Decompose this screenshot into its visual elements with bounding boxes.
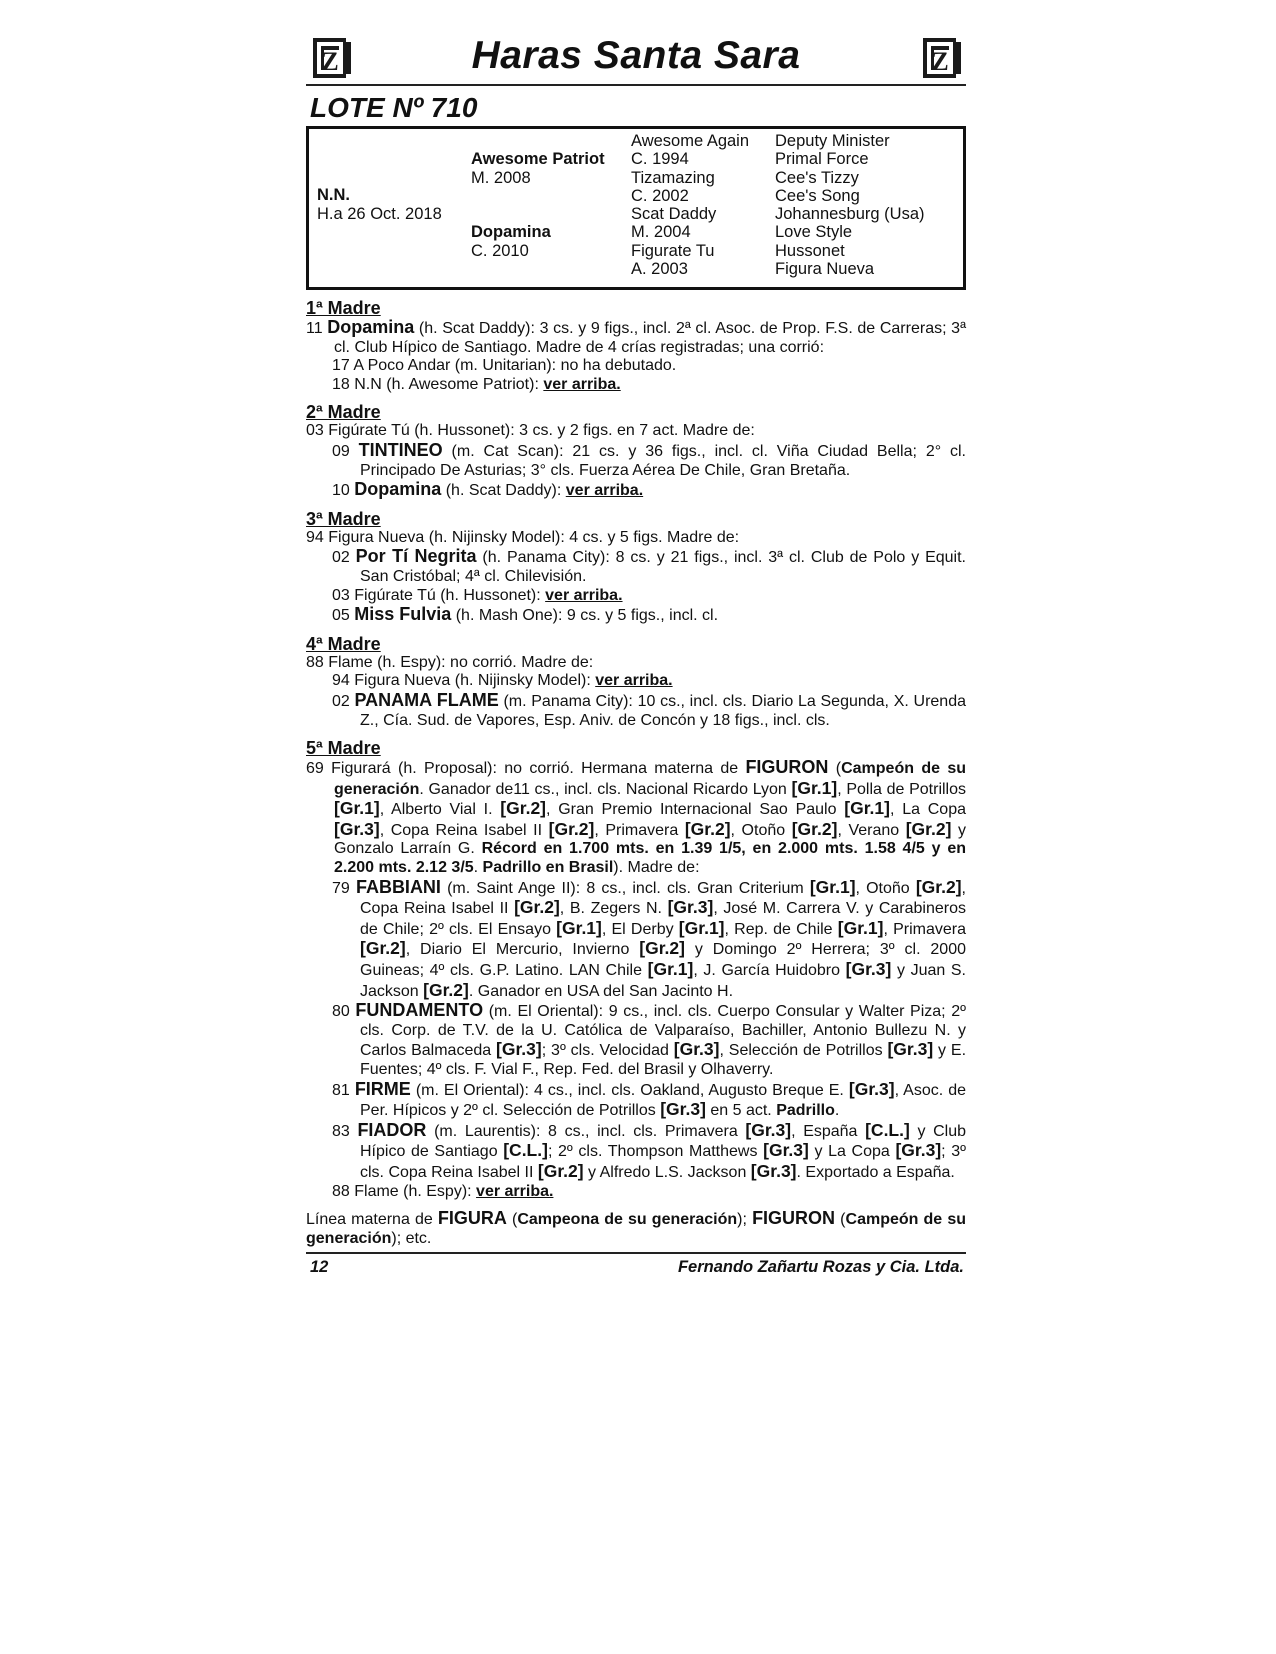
offspring-entry: 80 FUNDAMENTO (m. El Oriental): 9 cs., incl. cls. Cuerpo Consular y Walter Piza; 2º cls. Corp. de T.V. de la U. Católica de Valparaíso, Bachiller, Antonio Bullezu N. y Carlos Balmaceda [Gr.3]; 3º cls. Velocidad [Gr.3], Selección de Potrillos [Gr.3] y E. Fuentes; 4º cls. F. Vial F., Rep. Fed. del Brasil y Olhaverry. — [332, 1000, 967, 1078]
g3-line: Deputy Minister — [775, 132, 890, 150]
maternal-line: Línea materna de FIGURA (Campeona de su generación); FIGURON (Campeón de su generación); etc. — [306, 1208, 966, 1247]
offspring-entry: 79 FABBIANI (m. Saint Ange II): 8 cs., incl. cls. Gran Criterium [Gr.1], Otoño [Gr.2], Copa Reina Isabel II [Gr.2], B. Zegers N. [Gr.3], José M. Carrera V. y Carabineros de Chile; 2º cls. El Ensayo [Gr.1], El Derby [Gr.1], Rep. de Chile [Gr.1], Primavera [Gr.2], Diario El Mercurio, Invierno [Gr.2] y Domingo 2º Herrera; 3º cl. 2000 Guineas; 4º cls. G.P. Latino. LAN Chile [Gr.1], J. García Huidobro [Gr.3] y Juan S. Jackson [Gr.2]. Ganador en USA del San Jacinto H. — [332, 876, 967, 1000]
offspring-entry: 94 Figura Nueva (h. Nijinsky Model): ver arriba. — [332, 672, 673, 690]
offspring-entry: 10 Dopamina (h. Scat Daddy): ver arriba. — [332, 479, 644, 500]
svg-text:Z: Z — [321, 47, 339, 76]
g2-line: Figurate Tu — [631, 242, 715, 260]
offspring-entry: 17 A Poco Andar (m. Unitarian): no ha debutado. — [332, 357, 677, 375]
section-title: 5ª Madre — [306, 738, 381, 759]
offspring-entry: 83 FIADOR (m. Laurentis): 8 cs., incl. cls. Primavera [Gr.3], España [C.L.] y Club Hípico de Santiago [C.L.]; 2º cls. Thompson Matthews [Gr.3] y La Copa [Gr.3]; 3º cls. Copa Reina Isabel II [Gr.2] y Alfredo L.S. Jackson [Gr.3]. Exportado a España. — [332, 1119, 967, 1181]
g3-line: Figura Nueva — [775, 260, 875, 278]
subject-info: H.a 26 Oct. 2018 — [317, 205, 442, 223]
offspring-entry: 02 PANAMA FLAME (m. Panama City): 10 cs., incl. cls. Diario La Segunda, X. Urenda Z., Cía. Sud. de Vapores, Esp. Aniv. de Concón y 18 figs., incl. cls. — [332, 689, 966, 729]
section-title: 2ª Madre — [306, 402, 381, 423]
subject-name: N.N. — [317, 186, 350, 204]
g2-line: Awesome Again — [631, 132, 750, 150]
see-above-ref: ver arriba. — [476, 1182, 554, 1200]
lot-number: LOTE Nº 710 — [310, 92, 478, 123]
section-fifth-dam — [306, 738, 966, 1201]
section-first-dam — [306, 298, 966, 394]
dam-entry: 94 Figura Nueva (h. Nijinsky Model): 4 cs. y 5 figs. Madre de: — [306, 528, 740, 546]
company-name: Fernando Zañartu Rozas y Cia. Ltda. — [677, 1258, 964, 1277]
offspring-entry: 05 Miss Fulvia (h. Mash One): 9 cs. y 5 figs., incl. cl. — [332, 604, 719, 625]
haras-logo-icon-right — [920, 34, 964, 80]
g3-line: Johannesburg (Usa) — [775, 205, 925, 223]
sire-name: Awesome Patriot — [471, 150, 605, 168]
see-above-ref: ver arriba. — [545, 586, 623, 604]
section-title: 1ª Madre — [306, 298, 381, 318]
dam-info: C. 2010 — [471, 242, 529, 260]
dam-entry: 88 Flame (h. Espy): no corrió. Madre de: — [306, 653, 594, 671]
see-above-ref: ver arriba. — [595, 672, 673, 690]
g2-line: C. 2002 — [631, 187, 689, 205]
g3-line: Cee's Song — [775, 187, 860, 205]
sire-info: M. 2008 — [471, 169, 531, 187]
section-third-dam — [306, 509, 966, 626]
g3-line: Love Style — [775, 223, 853, 241]
dam-entry: 03 Figúrate Tú (h. Hussonet): 3 cs. y 2 figs. en 7 act. Madre de: — [306, 422, 755, 440]
section-title: 4ª Madre — [306, 633, 381, 654]
dam-name: Dopamina — [471, 223, 551, 241]
offspring-entry: 18 N.N (h. Awesome Patriot): ver arriba. — [332, 375, 621, 393]
g2-line: A. 2003 — [631, 260, 688, 278]
page-title: Haras Santa Sara — [471, 34, 801, 77]
section-second-dam — [306, 402, 966, 500]
g2-line: C. 1994 — [631, 150, 689, 168]
see-above-ref: ver arriba. — [543, 375, 621, 393]
page-footer — [306, 1252, 966, 1280]
offspring-entry: 81 FIRME (m. El Oriental): 4 cs., incl. cls. Oakland, Augusto Breque E. [Gr.3], Asoc. de Per. Hípicos y 2º cl. Selección de Potrillos [Gr.3] en 5 act. Padrillo. — [332, 1078, 967, 1120]
page-number: 12 — [310, 1258, 329, 1277]
g3-line: Cee's Tizzy — [775, 169, 859, 187]
g2-line: Scat Daddy — [631, 205, 717, 223]
catalog-page — [306, 30, 966, 1280]
g3-line: Hussonet — [775, 242, 845, 260]
offspring-entry: 03 Figúrate Tú (h. Hussonet): ver arriba. — [332, 586, 623, 604]
section-fourth-dam — [306, 634, 966, 730]
offspring-entry: 09 TINTINEO (m. Cat Scan): 21 cs. y 36 figs., incl. cl. Viña Ciudad Bella; 2° cl. Principado De Asturias; 3° cls. Fuerza Aérea De Chile, Gran Bretaña. — [332, 439, 966, 479]
dam-entry: 11 Dopamina (h. Scat Daddy): 3 cs. y 9 figs., incl. 2ª cl. Asoc. de Prop. F.S. de Carreras; 3ª cl. Club Hípico de Santiago. Madre de 4 crías registradas; una corrió: — [306, 317, 966, 356]
section-title: 3ª Madre — [306, 508, 381, 529]
offspring-entry: 88 Flame (h. Espy): ver arriba. — [332, 1182, 554, 1200]
dam-entry: 69 Figurará (h. Proposal): no corrió. Hermana materna de FIGURON (Campeón de su generación. Ganador de11 cs., incl. cls. Nacional Ricardo Lyon [Gr.1], Polla de Potrillos [Gr.1], Alberto Vial I. [Gr.2], Gran Premio Internacional Sao Paulo [Gr.1], La Copa [Gr.3], Copa Reina Isabel II [Gr.2], Primavera [Gr.2], Otoño [Gr.2], Verano [Gr.2] y Gonzalo Larraín G. Récord en 1.700 mts. en 1.39 1/5, en 2.000 mts. 1.58 4/5 y en 2.200 mts. 2.12 3/5. Padrillo en Brasil). Madre de: — [306, 757, 967, 877]
svg-text:Z: Z — [931, 47, 949, 76]
offspring-entry: 02 Por Tí Negrita (h. Panama City): 8 cs. y 21 figs., incl. 3ª cl. Club de Polo y Equit. San Cristóbal; 4ª cl. Chilevisión. — [332, 546, 966, 585]
g2-line: Tizamazing — [631, 169, 715, 187]
pedigree-table — [306, 126, 966, 290]
see-above-ref: ver arriba. — [565, 482, 644, 500]
g2-line: M. 2004 — [631, 223, 691, 241]
page-header — [306, 30, 966, 86]
g3-line: Primal Force — [775, 150, 869, 168]
